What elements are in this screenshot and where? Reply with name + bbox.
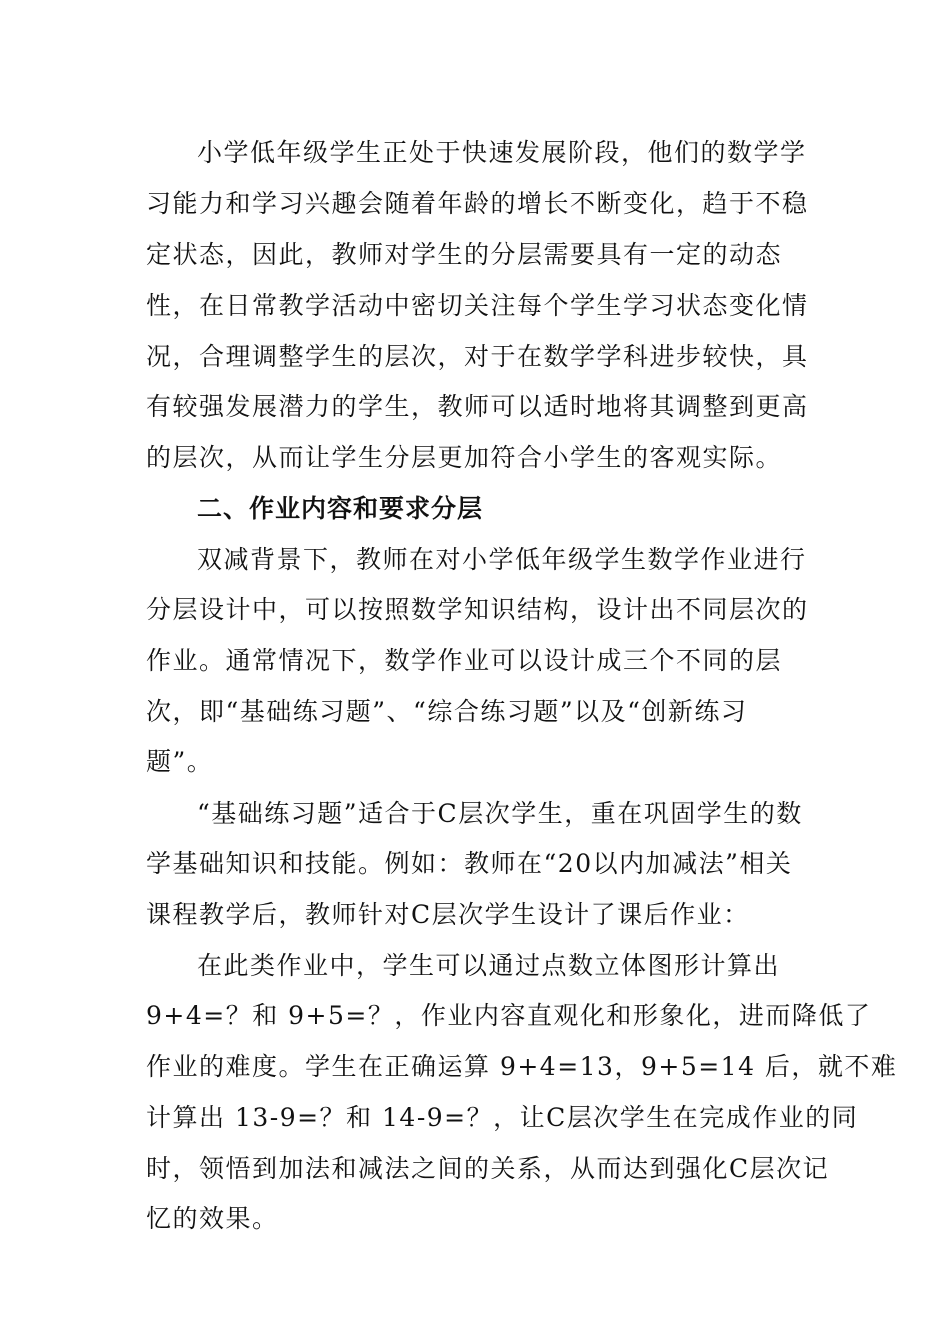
text-line: 性，在日常教学活动中密切关注每个学生学习状态变化情 xyxy=(146,291,809,320)
text-line: “基础练习题”适合于C层次学生，重在巩固学生的数 xyxy=(197,799,803,828)
text-line: 次，即“基础练习题”、“综合练习题”以及“创新练习 xyxy=(146,697,748,726)
text-line: 况，合理调整学生的层次，对于在数学学科进步较快，具 xyxy=(146,342,809,371)
text-line: 题”。 xyxy=(146,747,214,776)
text-line: 计算出 13-9=？和 14-9=？，让C层次学生在完成作业的同 xyxy=(146,1103,859,1132)
text-line: 习能力和学习兴趣会随着年龄的增长不断变化，趋于不稳 xyxy=(146,189,809,218)
text-line: 定状态，因此，教师对学生的分层需要具有一定的动态 xyxy=(146,240,783,269)
text-line: 分层设计中，可以按照数学知识结构，设计出不同层次的 xyxy=(146,595,809,624)
text-line: 有较强发展潜力的学生，教师可以适时地将其调整到更高 xyxy=(146,392,809,421)
text-line: 忆的效果。 xyxy=(146,1204,279,1233)
text-line: 学基础知识和技能。例如：教师在“20以内加减法”相关 xyxy=(146,849,793,878)
text-line: 课程教学后，教师针对C层次学生设计了课后作业： xyxy=(146,900,750,929)
text-line: 在此类作业中，学生可以通过点数立体图形计算出 xyxy=(197,951,781,980)
text-line: 9+4=？和 9+5=？，作业内容直观化和形象化，进而降低了 xyxy=(146,1001,872,1030)
text-line: 小学低年级学生正处于快速发展阶段，他们的数学学 xyxy=(197,138,807,167)
text-line: 时，领悟到加法和减法之间的关系，从而达到强化C层次记 xyxy=(146,1154,830,1183)
section-heading: 二、作业内容和要求分层 xyxy=(197,494,484,523)
text-line: 作业。通常情况下，数学作业可以设计成三个不同的层 xyxy=(146,646,783,675)
text-line: 作业的难度。学生在正确运算 9+4=13，9+5=14 后，就不难 xyxy=(146,1052,898,1081)
text-line: 双减背景下，教师在对小学低年级学生数学作业进行 xyxy=(197,545,807,574)
text-line: 的层次，从而让学生分层更加符合小学生的客观实际。 xyxy=(146,443,783,472)
